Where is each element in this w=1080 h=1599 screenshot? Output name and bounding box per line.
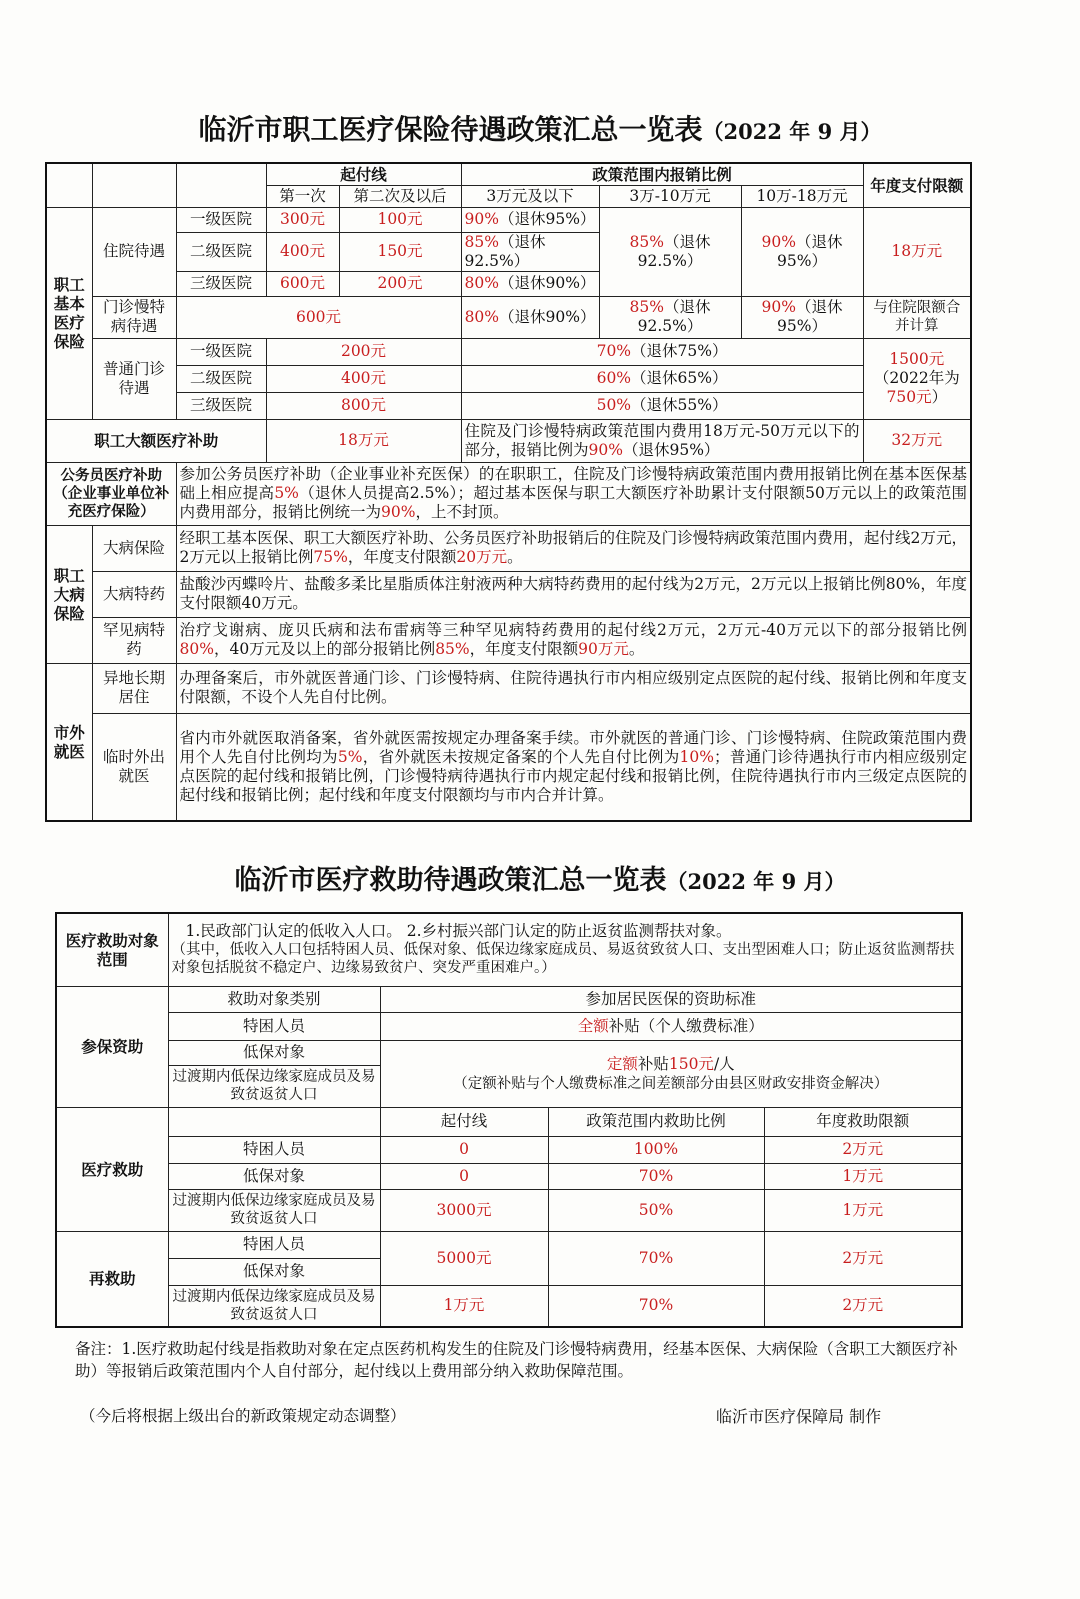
section-medical-aid: 医疗救助 (56, 1107, 168, 1231)
pct: 5% (337, 747, 363, 766)
cell-limit: 32万元 (863, 419, 971, 462)
pct: 85% (435, 640, 470, 658)
cell-limit (863, 338, 971, 419)
header-second: 第二次及以后 (339, 185, 461, 207)
text: 住院及门诊慢特病政策范围内费用18万元-50万元以下的部分，报销比例为 (464, 421, 860, 459)
header-qifu: 起付线 (266, 163, 461, 185)
retired: （退休55%） (631, 396, 728, 414)
pct: 90% (761, 298, 796, 316)
insurance-policy-table (45, 162, 972, 822)
header-r3: 10万-18万元 (741, 185, 863, 207)
section-serious-illness: 职工大病保险 (46, 525, 92, 663)
cell-value: 3000元 (380, 1189, 548, 1231)
cell-ratio (741, 296, 863, 338)
header-blank (168, 1107, 380, 1136)
header-r2: 3万-10万元 (599, 185, 741, 207)
text: （退休95%） (622, 440, 720, 459)
retired: （退休65%） (631, 369, 728, 387)
cell-value: 0 (380, 1136, 548, 1163)
pct: 10% (679, 747, 714, 766)
cell-fixed-subsidy (380, 1040, 962, 1107)
category-transition: 过渡期内低保边缘家庭成员及易致贫返贫人口 (168, 1189, 380, 1231)
pct: 90% (588, 440, 623, 459)
cell-value: 2万元 (764, 1136, 962, 1163)
footnote: 备注：1.医疗救助起付线是指救助对象在定点医药机构发生的住院及门诊慢特病费用，经基本医保、大病保险（含职工大额医疗补助）等报销后政策范围内个人自付部分，起付线以上费用部分纳入救助保障范围。 (75, 1340, 958, 1380)
section-basic-insurance: 职工基本医疗保险 (46, 207, 92, 419)
cell-limit: 与住院限额合并计算 (863, 296, 971, 338)
pct: 85% (464, 232, 499, 251)
limit: 90万元 (578, 640, 629, 658)
text: 经职工基本医保、职工大额医疗补助、公务员医疗补助报销后的住院及门诊慢特病政策范围内费用，起付线2万元，2万元以上报销比例 (179, 529, 968, 566)
text: ，年度支付限额 (347, 548, 457, 566)
cell-text (176, 462, 971, 525)
cell-ratio (461, 232, 599, 271)
pct: 80% (464, 307, 500, 326)
cell-value: 100元 (339, 207, 461, 232)
pct: 90% (381, 503, 416, 521)
header-limit: 年度支付限额 (863, 163, 971, 207)
retired: （退休92.5%） (464, 232, 546, 270)
assistance-policy-table (55, 912, 963, 1328)
header-blank (176, 163, 266, 207)
category-dibao: 低保对象 (168, 1040, 380, 1065)
title-main: 临沂市职工医疗保险待遇政策汇总一览表 (198, 113, 703, 146)
level-3: 三级医院 (176, 271, 266, 296)
level-1: 一级医院 (176, 338, 266, 365)
title-main: 临沂市医疗救助待遇政策汇总一览表 (234, 865, 667, 896)
cell-value: 1万元 (764, 1189, 962, 1231)
cell-value: 800元 (266, 392, 461, 419)
limit-b: （2022年为 (873, 369, 960, 387)
text: 补贴 (637, 1054, 669, 1073)
header-qifu: 起付线 (380, 1107, 548, 1136)
fixed: 定额 (606, 1054, 638, 1073)
cell-text (168, 913, 962, 986)
header-limit: 年度救助限额 (764, 1107, 962, 1136)
cell-text (176, 617, 971, 663)
retired: （退休95%） (777, 232, 843, 270)
pct: 90% (761, 232, 796, 251)
header-r1: 3万元及以下 (461, 185, 599, 207)
text: 。 (507, 548, 523, 566)
cell-ratio (461, 207, 599, 232)
retired: （退休75%） (631, 342, 728, 360)
pct: 85% (629, 298, 664, 316)
text: ，40万元及以上的部分报销比例 (213, 640, 436, 658)
issuer: 临沂市医疗保障局 制作 (716, 1407, 882, 1426)
cell-ratio (461, 338, 863, 365)
cell-value: 100% (548, 1136, 764, 1163)
level-3: 三级医院 (176, 392, 266, 419)
retired: （退休90%） (498, 274, 596, 292)
header-blank (46, 163, 92, 207)
header-standard: 参加居民医保的资助标准 (380, 986, 962, 1012)
level-1: 一级医院 (176, 207, 266, 232)
row-label-serious: 大病保险 (92, 525, 176, 571)
cell-value: 70% (548, 1163, 764, 1189)
cell-ratio (599, 207, 741, 296)
cell-value: 0 (380, 1163, 548, 1189)
note: （定额补贴与个人缴费标准之间差额部分由县区财政安排资金解决） (453, 1075, 889, 1092)
text: 参加公务员医疗补助（企业事业补充医保）的在职职工，住院及门诊慢特病政策范围内费用报销比例在基本医保基础上相应提高 (179, 465, 968, 502)
cell-value: 600元 (266, 271, 339, 296)
cell-value: 50% (548, 1189, 764, 1231)
retired: （退休95%） (498, 210, 596, 228)
cell-text (176, 713, 971, 821)
category-dibao: 低保对象 (168, 1163, 380, 1189)
pct: 75% (313, 548, 348, 566)
pct: 70% (596, 342, 632, 360)
text: （退休人员提高2.5%）；超过基本医保与职工大额医疗补助累计支付限额50万元以上的政策范围内费用部分，报销比例统一为 (179, 484, 968, 521)
category-tekun: 特困人员 (168, 1012, 380, 1040)
header-first: 第一次 (266, 185, 339, 207)
pct: 50% (596, 396, 632, 414)
cell-ratio (741, 207, 863, 296)
title-year: （2022 年 9 月） (666, 869, 846, 894)
pct: 90% (464, 210, 499, 228)
cell-value: 200元 (339, 271, 461, 296)
text: 治疗戈谢病、庞贝氏病和法布雷病等三种罕见病特药费用的起付线2万元，2万元-40万元以下的部分报销比例 (179, 621, 968, 639)
cell-value: 600元 (176, 296, 461, 338)
cell-text (176, 525, 971, 571)
text: 省内市外就医取消备案，省外就医需按规定办理备案手续。市外就医的普通门诊、门诊慢特病、住院政策范围内费用个人先自付比例均为 (179, 728, 968, 766)
cell-value: 2万元 (764, 1231, 962, 1285)
row-label-inpatient: 住院待遇 (92, 207, 176, 296)
level-2: 二级医院 (176, 365, 266, 392)
header-ratio: 政策范围内报销比例 (461, 163, 863, 185)
row-label-special-drug: 大病特药 (92, 571, 176, 617)
cell-text: 办理备案后，市外就医普通门诊、门诊慢特病、住院待遇执行市内相应级别定点医院的起付线、报销比例和年度支付限额，不设个人先自付比例。 (176, 663, 971, 713)
cell-value: 70% (548, 1285, 764, 1327)
pct: 5% (274, 484, 299, 502)
category-tekun: 特困人员 (168, 1136, 380, 1163)
cell-text (461, 419, 863, 462)
cell-limit: 18万元 (863, 207, 971, 296)
limit: 20万元 (456, 548, 508, 566)
cell-ratio (461, 392, 863, 419)
cell-ratio (599, 296, 741, 338)
text: 补贴（个人缴费标准） (608, 1016, 764, 1035)
row-label-chronic: 门诊慢特病待遇 (92, 296, 176, 338)
level-2: 二级医院 (176, 232, 266, 271)
header-category: 救助对象类别 (168, 986, 380, 1012)
retired: （退休90%） (499, 307, 596, 326)
category-dibao: 低保对象 (168, 1258, 380, 1285)
cell-full-subsidy (380, 1012, 962, 1040)
cell-value: 200元 (266, 338, 461, 365)
text: /人 (713, 1054, 735, 1073)
row-label-rare-drug: 罕见病特药 (92, 617, 176, 663)
row-label-long-term: 异地长期居住 (92, 663, 176, 713)
retired: （退休95%） (777, 298, 843, 335)
row-label-scope: 医疗救助对象范围 (56, 913, 168, 986)
text: ，年度支付限额 (469, 640, 579, 658)
row-label-large: 职工大额医疗补助 (46, 419, 266, 462)
pct: 80% (464, 274, 499, 292)
section-insurance-subsidy: 参保资助 (56, 986, 168, 1107)
section-outside-city: 市外就医 (46, 663, 92, 821)
retired: （退休92.5%） (637, 298, 711, 335)
cell-value: 70% (548, 1231, 764, 1285)
text: ，上不封顶。 (415, 503, 509, 521)
cell-value: 300元 (266, 207, 339, 232)
page-title-assistance (0, 858, 1080, 897)
category-transition: 过渡期内低保边缘家庭成员及易致贫返贫人口 (168, 1065, 380, 1107)
title-year: （2022 年 9 月） (702, 119, 882, 144)
cell-value: 18万元 (266, 419, 461, 462)
cell-value: 1万元 (764, 1163, 962, 1189)
pct: 80% (179, 640, 214, 658)
scope-line1: 1.民政部门认定的低收入人口。 2.乡村振兴部门认定的防止返贫监测帮扶对象。 (185, 922, 732, 941)
limit-d: ） (931, 388, 948, 406)
row-label-outpatient: 普通门诊待遇 (92, 338, 176, 419)
cell-ratio (461, 271, 599, 296)
category-tekun: 特困人员 (168, 1231, 380, 1258)
full: 全额 (577, 1016, 609, 1035)
scope-line2: （其中，低收入人口包括特困人员、低保对象、低保边缘家庭成员、易返贫致贫人口、支出型困难人口；防止返贫监测帮扶对象包括脱贫不稳定户、边缘易致贫户、突发严重困难户。） (171, 942, 955, 977)
limit-c: 750元 (886, 388, 932, 406)
section-re-assistance: 再救助 (56, 1231, 168, 1327)
cell-value: 5000元 (380, 1231, 548, 1285)
row-label-temporary: 临时外出就医 (92, 713, 176, 821)
cell-text: 盐酸沙丙蝶呤片、盐酸多柔比星脂质体注射液两种大病特药费用的起付线为2万元，2万元以上报销比例80%，年度支付限额40万元。 (176, 571, 971, 617)
retired: （退休92.5%） (637, 232, 711, 270)
page-title-insurance (0, 108, 1080, 148)
cell-value: 2万元 (764, 1285, 962, 1327)
cell-ratio (461, 296, 599, 338)
header-blank (92, 163, 176, 207)
pct: 60% (596, 369, 632, 387)
amount: 150元 (668, 1054, 714, 1073)
limit-a: 1500元 (889, 350, 945, 368)
row-label-civil: 公务员医疗补助（企业事业单位补充医疗保险） (46, 462, 176, 525)
text: ，省外就医未按规定备案的个人先自付比例为 (362, 747, 680, 766)
header-ratio: 政策范围内救助比例 (548, 1107, 764, 1136)
text: 。 (628, 640, 645, 658)
text: ；普通门诊待遇执行市内相应级别定点医院的起付线和报销比例，门诊慢特病待遇执行市内规定起付线和报销比例，住院待遇执行市内三级定点医院的起付线和报销比例；起付线和年度支付限额均与市内合并计算。 (179, 747, 968, 804)
category-transition: 过渡期内低保边缘家庭成员及易致贫返贫人口 (168, 1285, 380, 1327)
cell-value: 400元 (266, 232, 339, 271)
cell-value: 150元 (339, 232, 461, 271)
cell-ratio (461, 365, 863, 392)
cell-value: 1万元 (380, 1285, 548, 1327)
pct: 85% (629, 232, 664, 251)
adjust-note: （今后将根据上级出台的新政策规定动态调整） (80, 1407, 406, 1425)
cell-value: 400元 (266, 365, 461, 392)
